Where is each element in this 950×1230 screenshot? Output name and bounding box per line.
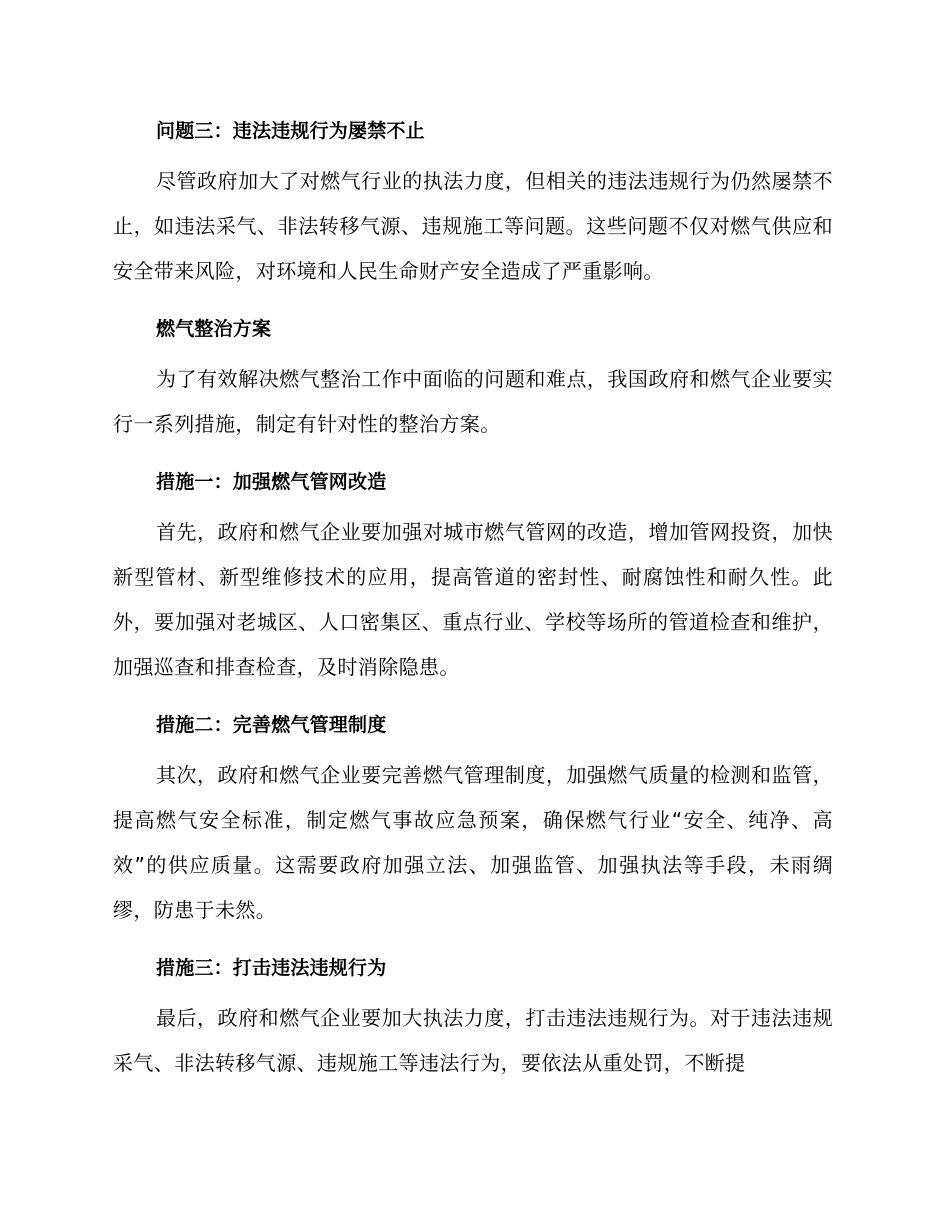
section-heading-measure-two: 措施二：完善燃气管理制度	[156, 714, 387, 736]
section-paragraph-measure-three: 最后，政府和燃气企业要加大执法力度，打击违法违规行为。对于违法违规采气、非法转移气源、违规施工等违法行为，要依法从重处罚，不断提	[113, 1006, 833, 1075]
section-heading-measure-three: 措施三：打击违法违规行为	[156, 957, 387, 979]
section-paragraph-measure-two: 其次，政府和燃气企业要完善燃气管理制度，加强燃气质量的检测和监管，提高燃气安全标准，制定燃气事故应急预案，确保燃气行业“安全、纯净、高效”的供应质量。这需要政府加强立法、加强监管、加强执法等手段，未雨绸缪，防患于未然。	[113, 763, 833, 922]
document-body	[113, 108, 833, 1086]
section-paragraph-measure-one: 首先，政府和燃气企业要加强对城市燃气管网的改造，增加管网投资，加快新型管材、新型维修技术的应用，提高管道的密封性、耐腐蚀性和耐久性。此外，要加强对老城区、人口密集区、重点行业、学校等场所的管道检查和维护，加强巡查和排查检查，及时消除隐患。	[113, 520, 833, 679]
section-paragraph-rectification-plan: 为了有效解决燃气整治工作中面临的问题和难点，我国政府和燃气企业要实行一系列措施，制定有针对性的整治方案。	[113, 367, 833, 436]
section-heading-issue-three: 问题三：违法违规行为屡禁不止	[156, 120, 425, 142]
section-heading-rectification-plan: 燃气整治方案	[156, 318, 272, 340]
section-heading-measure-one: 措施一：加强燃气管网改造	[156, 471, 387, 493]
section-paragraph-issue-three: 尽管政府加大了对燃气行业的执法力度，但相关的违法违规行为仍然屡禁不止，如违法采气、非法转移气源、违规施工等问题。这些问题不仅对燃气供应和安全带来风险，对环境和人民生命财产安全造成了严重影响。	[113, 169, 833, 283]
